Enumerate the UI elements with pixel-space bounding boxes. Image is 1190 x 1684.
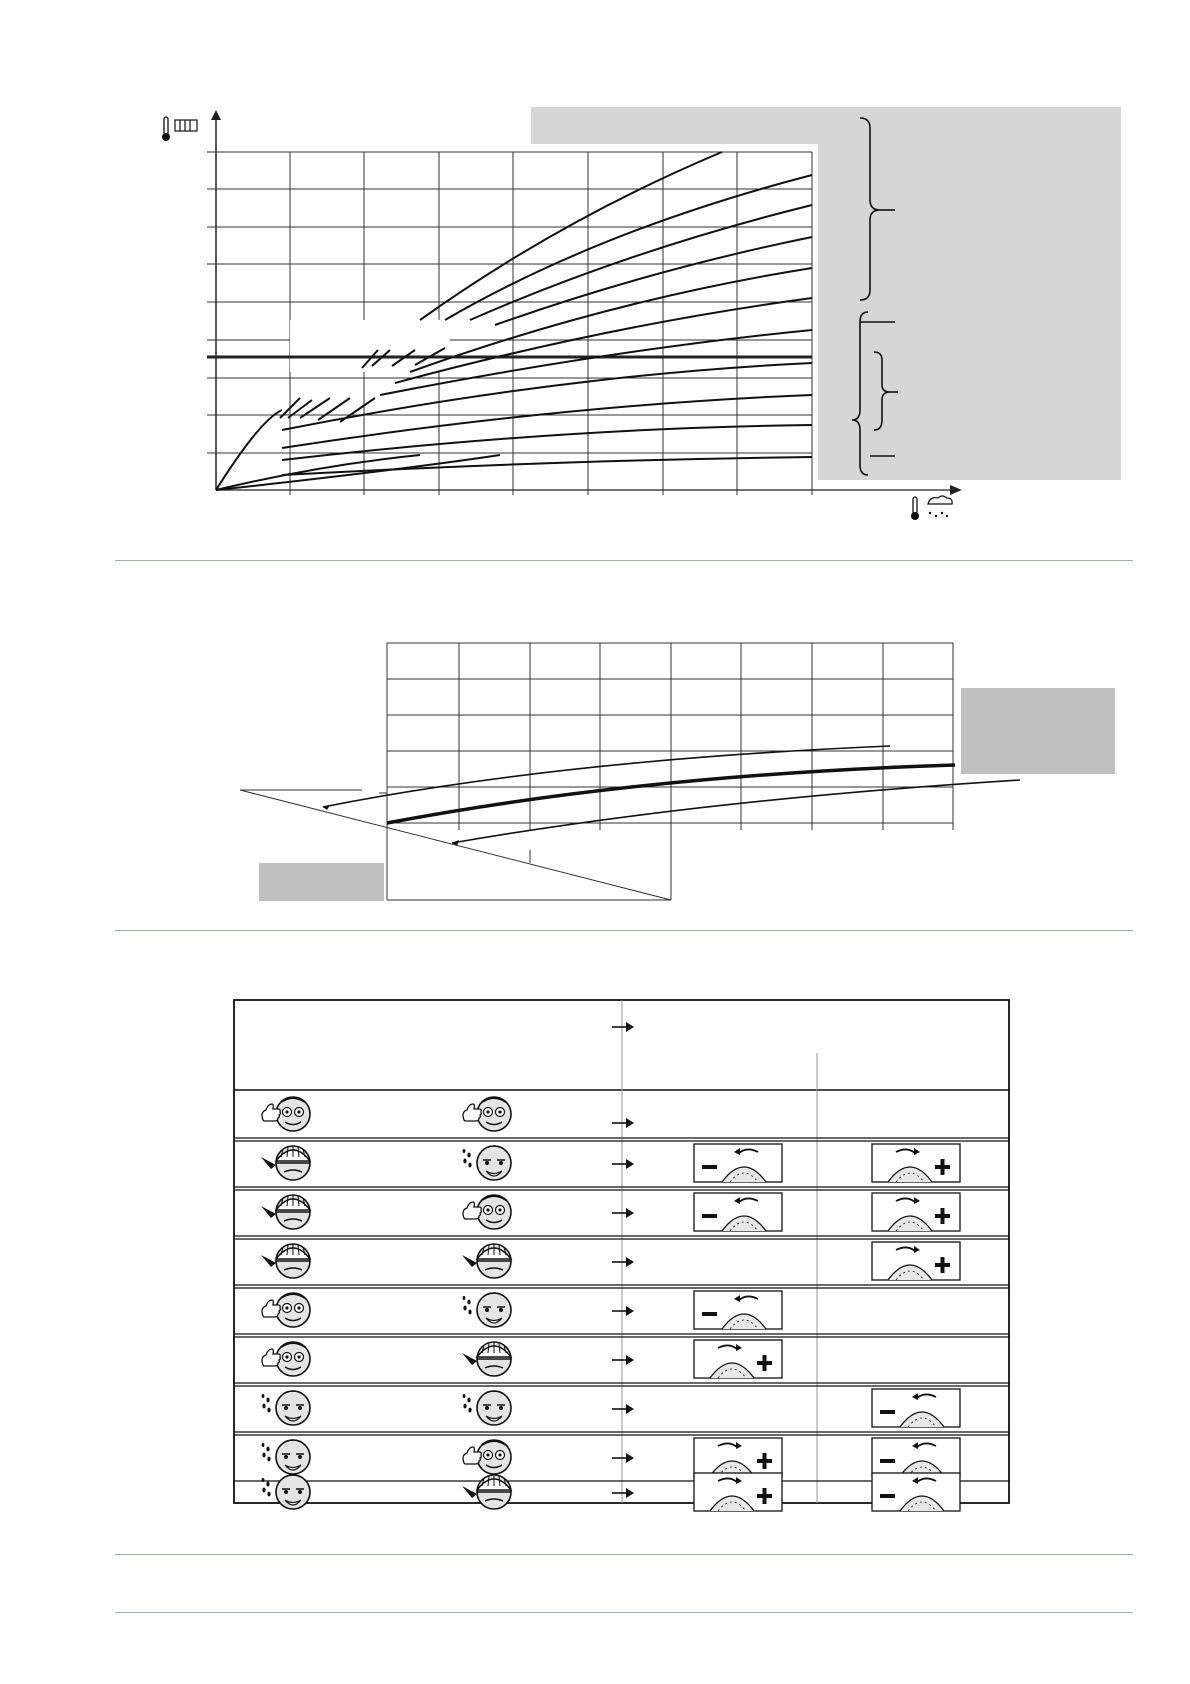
- curve-8: [282, 363, 812, 430]
- legend-panel: [531, 107, 1121, 480]
- adjustment-table: [0, 930, 1190, 1530]
- dial-minus-icon: [872, 1389, 960, 1427]
- label-box-right: [961, 688, 1115, 774]
- offset-curve-upper: [323, 746, 890, 807]
- curve-14: [216, 455, 500, 490]
- dial-minus-icon: [872, 1473, 960, 1511]
- dial-minus-icon: [694, 1144, 782, 1182]
- label-box-left: [259, 863, 384, 901]
- thermometer-weather-icon: [911, 496, 952, 520]
- dial-plus-icon: [872, 1193, 960, 1231]
- thermometer-radiator-icon: [162, 117, 197, 141]
- separator: [115, 1612, 1133, 1613]
- dial-plus-icon: [694, 1438, 782, 1476]
- dial-plus-icon: [694, 1473, 782, 1511]
- curve-11: [282, 457, 812, 475]
- x-axis-arrow: [950, 485, 962, 495]
- curve-2: [445, 175, 812, 320]
- dial-plus-icon: [694, 1340, 782, 1378]
- dial-minus-icon: [694, 1193, 782, 1231]
- dial-minus-icon: [872, 1438, 960, 1476]
- curve-offset-figure: [0, 560, 1190, 930]
- dial-minus-icon: [694, 1291, 782, 1329]
- curve-10: [282, 425, 812, 460]
- curve-9: [282, 395, 812, 448]
- dial-plus-icon: [872, 1242, 960, 1280]
- heating-curves-figure: [0, 0, 1190, 560]
- separator: [115, 1554, 1133, 1555]
- dial-plus-icon: [872, 1144, 960, 1182]
- y-axis-arrow: [211, 110, 221, 120]
- offset-curve-lower: [452, 780, 1020, 843]
